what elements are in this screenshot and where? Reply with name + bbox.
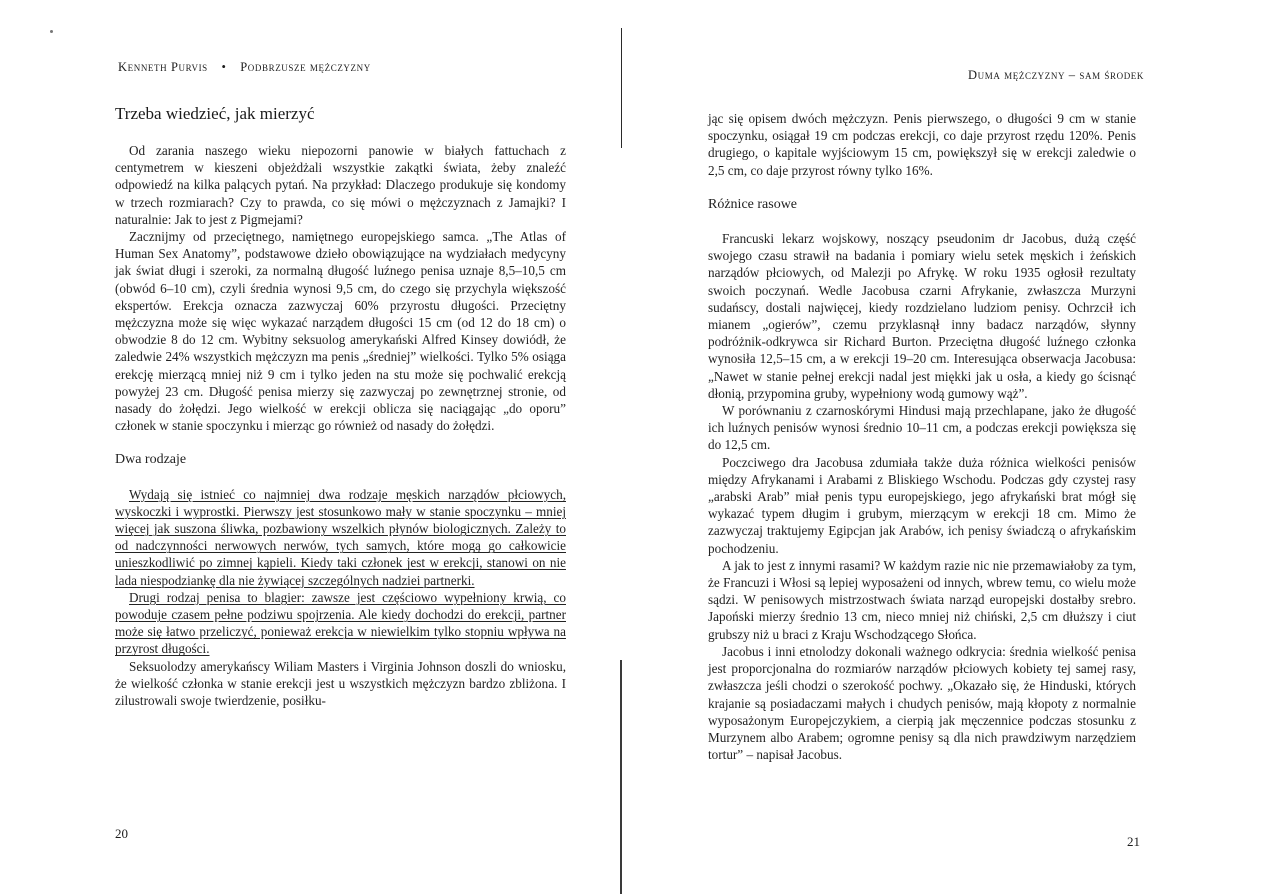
book-gutter (618, 20, 626, 894)
scan-speck (50, 30, 53, 33)
underlined-paragraph: Drugi rodzaj penisa to blagier: zawsze jest częściowo wypełniony krwią, co powoduje czasem pełne podziwu spojrzenia. Ale kiedy dochodzi do erekcji, partner może się łatwo przeliczyć, ponieważ erekcja w niewielkim tylko stopniu wpływa na przyrost długości. (115, 589, 566, 657)
gutter-shadow-line (620, 660, 622, 894)
running-head-chapter-title: Duma mężczyzny – sam środek (968, 68, 1144, 82)
paragraph: A jak to jest z innymi rasami? W każdym razie nic nie przemawiałoby za tym, że Francuzi i Włosi są lepiej wyposażeni od innych, wbrew temu, co wielu może sądzi. W penisowych mistrzostwach świata narząd europejski dostałby srebro. Japoński mierzy średnio 13 cm, nieco mniej niż chiński, 2,5 cm dłuższy i ciut grubszy niż u braci z Kraju Wschodzącego Słońca. (708, 557, 1136, 642)
paragraph: W porównaniu z czarnoskórymi Hindusi mają przechlapane, jako że długość ich luźnych penisów wynosi średnio 10–11 cm, a podczas erekcji powiększa się do 12,5 cm. (708, 403, 1136, 453)
underlined-paragraph: Wydają się istnieć co najmniej dwa rodzaje męskich narządów płciowych, wyskoczki i wyprostki. Pierwszy jest stosunkowo mały w stanie spoczynku – mniej więcej jak suszona śliwka, pozbawiony wszelkich płynów biologicznych. Zależy to od nadczynności nerwowych nerwów, tych samych, które mogą go całkowicie unieszkodliwić po zimnej kąpieli. Kiedy taki członek jest w erekcji, stanowi on nie lada niespodziankę dla nie żywiącej szczególnych nadziei partnerki. (115, 486, 566, 588)
right-text-column (708, 110, 1136, 763)
left-page (0, 0, 616, 894)
paragraph: Poczciwego dra Jacobusa zdumiała także duża różnica wielkości penisów między Afrykanami i Arabami z Bliskiego Wschodu. Podczas gdy czystej rasy „arabski Arab” miał penis typu europejskiego, jego afrykański brat mógł się wykazać typem długim i grubym, mierzącym w erekcji 18 cm. Mimo że zazwyczaj traktujemy Egipcjan jak Arabów, ich penisy świadczą o afrykańskim pochodzeniu. (708, 454, 1136, 556)
page-number-left: 20 (115, 826, 128, 841)
paragraph: Seksuolodzy amerykańscy Wiliam Masters i Virginia Johnson doszli do wniosku, że wielkość członka w stanie erekcji jest u wszystkich mężczyzn bardzo zbliżona. I zilustrowali swoje twierdzenie, posiłku- (115, 658, 566, 709)
gutter-shadow-line (621, 28, 622, 148)
paragraph: Francuski lekarz wojskowy, noszący pseudonim dr Jacobus, dużą część swojego czasu strawił na badania i pomiary wielu setek męskich i żeńskich narządów płciowych, od Malezji po Afrykę. W roku 1935 ogłosił rezultaty swoich poczynań. Wedle Jacobusa czarni Afrykanie, zwłaszcza Murzyni sudańscy, dostali najwięcej, kiedy rozdzielano ludziom penisy. Ochrzcił ich mianem „ogierów”, czemu przyklasnął inny badacz narządów, słynny podróżnik-odkrywca sir Richard Burton. Przeciętna długość luźnego członka wynosiła 12,5–15 cm, a w erekcji 19–20 cm. Interesująca obserwacja Jacobusa: „Nawet w stanie pełnej erekcji nadal jest miękki jak u osła, a kiedy go ścisnąć dłonią, przypomina gruby, wypełniony wodą gumowy wąż”. (708, 231, 1136, 401)
left-running-head (118, 60, 371, 75)
page-number-right: 21 (1127, 834, 1140, 849)
right-running-head (968, 68, 1144, 83)
paragraph: Jacobus i inni etnolodzy dokonali ważnego odkrycia: średnia wielkość penisa jest proporcjonalna do rozmiarów narządów płciowych kobiety tej samej rasy, zwłaszcza jeśli chodzi o szerokość pochwy. „Okazało się, że Hinduski, których krajanie są posiadaczami małych i chudych penisów, mają kłopoty z normalnie wyposażonym Europejczykiem, a cierpią jak męczennice podczas stosunku z Murzynem albo Arabem; ogromne penisy są dla nich prawdziwym narzędziem tortur” – napisał Jacobus. (708, 643, 1136, 763)
chapter-heading: Trzeba wiedzieć, jak mierzyć (115, 104, 315, 123)
running-head-author: Kenneth Purvis (118, 60, 208, 74)
running-head-bullet: • (221, 60, 227, 74)
running-head-book-title: Podbrzusze mężczyzny (240, 60, 371, 74)
left-text-column (115, 142, 566, 709)
paragraph: Od zarania naszego wieku niepozorni panowie w białych fattuchach z centymetrem w kieszeni objeżdżali wszystkie zakątki świata, żeby znaleźć odpowiedź na kilka palących pytań. Na przykład: Dlaczego produkuje się kondomy w trzech rozmiarach? Czy to prawda, co się mówi o mężczyznach z Jamajki? I naturalnie: Jak to jest z Pigmejami? (115, 143, 566, 227)
section-heading: Różnice rasowe (708, 196, 798, 212)
paragraph: Zacznijmy od przeciętnego, namiętnego europejskiego samca. „The Atlas of Human Sex Anatomy”, podstawowe dzieło obowiązujące na wydziałach medycyny jak świat długi i szeroki, za normalną długość luźnego penisa uznaje 8,5–10,5 cm (obwód 6–10 cm), czyli średnia wynosi 9,5 cm, do czego się przychyla większość ekspertów. Erekcja oznacza zazwyczaj 60% przyrostu długości. Przeciętny mężczyzna może się więc wykazać narządem długości 15 cm (od 12 do 18 cm) o obwodzie 8 do 12 cm. Wybitny seksuolog amerykański Alfred Kinsey dowiódł, że zaledwie 24% wszystkich mężczyzn ma penis „średniej” wielkości. Tylko 5% osiąga erekcję mierzącą mniej niż 9 cm i tylko jeden na stu może się pochwalić erekcją powyżej 23 cm. Długość penisa mierzy się zazwyczaj po zewnętrznej stronie, od nasady do żołędzi. Jego wielkość w erekcji oblicza się naciągając „do oporu” członek w stanie spoczynku i mierząc go również od nasady do żołędzi. (115, 229, 566, 434)
section-heading: Dwa rodzaje (115, 452, 187, 468)
paragraph: jąc się opisem dwóch mężczyzn. Penis pierwszego, o długości 9 cm w stanie spoczynku, osiągał 19 cm podczas erekcji, co daje przyrost rzędu 120%. Penis drugiego, o kapitale wyjściowym 15 cm, powiększył się w erekcji zaledwie o 2,5 cm, co daje przyrost równy tylko 16%. (708, 111, 1136, 178)
